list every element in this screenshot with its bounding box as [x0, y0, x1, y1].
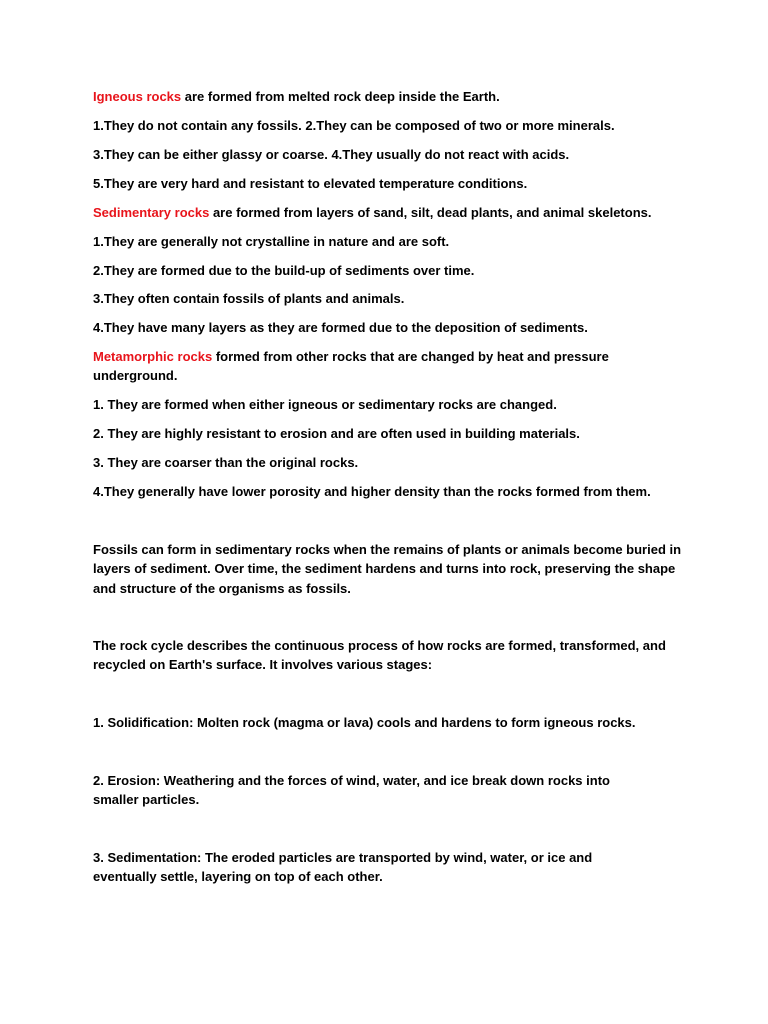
- igneous-point: 5.They are very hard and resistant to elevated temperature conditions.: [93, 176, 528, 191]
- igneous-term: Igneous rocks: [93, 89, 182, 104]
- metamorphic-heading: [93, 347, 638, 386]
- rock-cycle-stage: 1. Solidification: Molten rock (magma or lava) cools and hardens to form igneous rocks.: [93, 715, 636, 730]
- metamorphic-point: 3. They are coarser than the original rocks.: [93, 455, 359, 470]
- rock-cycle-stage: 3. Sedimentation: The eroded particles are transported by wind, water, or ice and eventually settle, layering on top of each other.: [93, 850, 593, 885]
- rock-cycle-intro: The rock cycle describes the continuous process of how rocks are formed, transformed, and recycled on Earth's surface. It involves various stages:: [93, 638, 666, 673]
- sedimentary-term: Sedimentary rocks: [93, 205, 210, 220]
- sedimentary-point: 4.They have many layers as they are formed due to the deposition of sediments.: [93, 320, 588, 335]
- metamorphic-term: Metamorphic rocks: [93, 349, 213, 364]
- metamorphic-point: 2. They are highly resistant to erosion and are often used in building materials.: [93, 426, 580, 441]
- metamorphic-point: 4.They generally have lower porosity and higher density than the rocks formed from them.: [93, 484, 651, 499]
- sedimentary-point: 1.They are generally not crystalline in nature and are soft.: [93, 234, 450, 249]
- sedimentary-point: 2.They are formed due to the build-up of sediments over time.: [93, 263, 475, 278]
- igneous-intro: are formed from melted rock deep inside the Earth.: [181, 89, 500, 104]
- rock-cycle-stage: 2. Erosion: Weathering and the forces of wind, water, and ice break down rocks into smaller particles.: [93, 773, 610, 808]
- sedimentary-heading: [93, 203, 693, 222]
- fossils-paragraph: Fossils can form in sedimentary rocks when the remains of plants or animals become buried in layers of sediment. Over time, the sediment hardens and turns into rock, preserving the shape and structure of the organisms as fossils.: [93, 542, 682, 596]
- metamorphic-point: 1. They are formed when either igneous or sedimentary rocks are changed.: [93, 397, 557, 412]
- igneous-heading: [93, 87, 693, 106]
- igneous-point: 1.They do not contain any fossils. 2.They can be composed of two or more minerals.: [93, 118, 615, 133]
- igneous-point: 3.They can be either glassy or coarse. 4.They usually do not react with acids.: [93, 147, 570, 162]
- sedimentary-point: 3.They often contain fossils of plants and animals.: [93, 291, 405, 306]
- metamorphic-intro: formed from other rocks that are changed by heat and pressure underground.: [93, 349, 609, 384]
- sedimentary-intro: are formed from layers of sand, silt, dead plants, and animal skeletons.: [209, 205, 652, 220]
